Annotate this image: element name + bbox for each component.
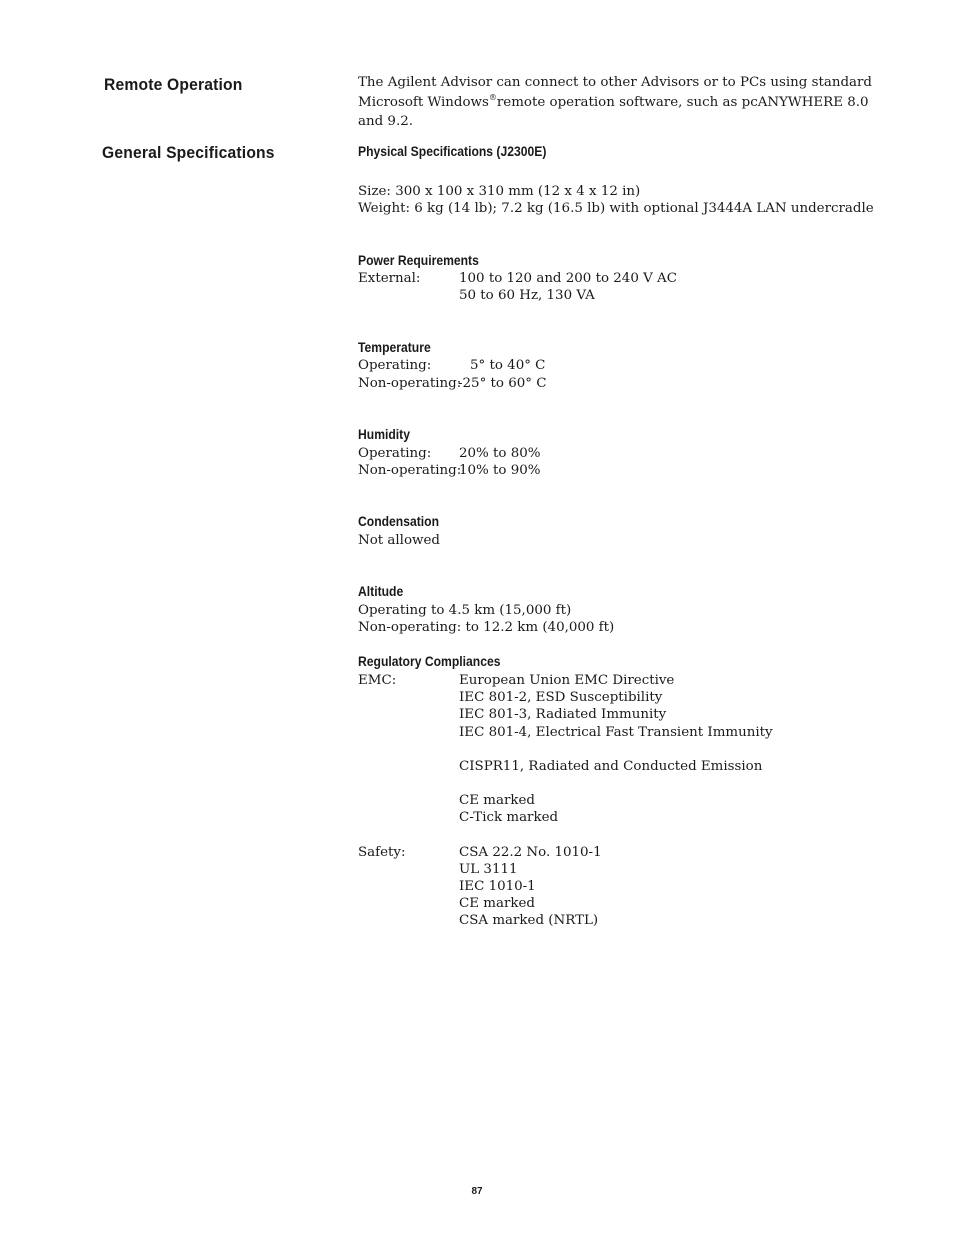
humidity-operating-label: Operating: bbox=[358, 446, 432, 461]
altitude-nonoperating: Non-operating: to 12.2 km (40,000 ft) bbox=[358, 620, 615, 635]
condensation-value: Not allowed bbox=[358, 533, 440, 548]
altitude-title: Altitude bbox=[358, 584, 404, 599]
temperature-title: Temperature bbox=[358, 340, 431, 355]
emc-value: IEC 801-3, Radiated Immunity bbox=[459, 707, 667, 722]
safety-value: CE marked bbox=[459, 896, 535, 911]
power-external-label: External: bbox=[358, 271, 421, 286]
humidity-operating-value: 20% to 80% bbox=[459, 446, 541, 461]
emc-value: CISPR11, Radiated and Conducted Emission bbox=[459, 759, 763, 774]
safety-value: CSA 22.2 No. 1010-1 bbox=[459, 845, 602, 860]
registered-mark: ® bbox=[488, 93, 497, 102]
remote-operation-para-line2 bbox=[358, 95, 869, 110]
physical-weight: Weight: 6 kg (14 lb); 7.2 kg (16.5 lb) with optional J3444A LAN undercradle bbox=[358, 201, 874, 216]
altitude-operating: Operating to 4.5 km (15,000 ft) bbox=[358, 603, 572, 618]
power-requirements-title: Power Requirements bbox=[358, 253, 479, 268]
power-external-value1: 100 to 120 and 200 to 240 V AC bbox=[459, 271, 677, 286]
temperature-operating-value: 5° to 40° C bbox=[470, 358, 546, 373]
humidity-nonoperating-value: 10% to 90% bbox=[459, 463, 541, 478]
safety-value: UL 3111 bbox=[459, 862, 518, 877]
physical-specifications-title: Physical Specifications (J2300E) bbox=[358, 144, 547, 159]
emc-value: C-Tick marked bbox=[459, 810, 559, 825]
remote-operation-para-line3: and 9.2. bbox=[358, 114, 413, 129]
humidity-nonoperating-label: Non-operating: bbox=[358, 463, 462, 478]
emc-value: CE marked bbox=[459, 793, 535, 808]
humidity-title: Humidity bbox=[358, 427, 410, 442]
safety-value: CSA marked (NRTL) bbox=[459, 913, 599, 928]
power-external-value2: 50 to 60 Hz, 130 VA bbox=[459, 288, 595, 303]
remote-operation-heading: Remote Operation bbox=[104, 75, 243, 94]
temperature-nonoperating-value: -25° to 60° C bbox=[458, 376, 547, 391]
safety-value: IEC 1010-1 bbox=[459, 879, 536, 894]
page-number: 87 bbox=[471, 1186, 483, 1197]
temperature-operating-label: Operating: bbox=[358, 358, 432, 373]
para-line2-end: remote operation software, such as pcANYWHERE 8.0 bbox=[496, 95, 869, 110]
para-line2-start: Microsoft Windows bbox=[358, 95, 489, 110]
remote-operation-para-line1: The Agilent Advisor can connect to other Advisors or to PCs using standard bbox=[358, 75, 872, 90]
emc-value: European Union EMC Directive bbox=[459, 673, 675, 688]
emc-value: IEC 801-4, Electrical Fast Transient Immunity bbox=[459, 725, 773, 740]
temperature-nonoperating-label: Non-operating: bbox=[358, 376, 462, 391]
regulatory-compliances-title: Regulatory Compliances bbox=[358, 654, 501, 669]
safety-label: Safety: bbox=[358, 845, 406, 860]
general-specifications-heading: General Specifications bbox=[102, 143, 275, 162]
condensation-title: Condensation bbox=[358, 514, 439, 529]
emc-value: IEC 801-2, ESD Susceptibility bbox=[459, 690, 663, 705]
emc-label: EMC: bbox=[358, 673, 397, 688]
physical-size: Size: 300 x 100 x 310 mm (12 x 4 x 12 in) bbox=[358, 184, 641, 199]
